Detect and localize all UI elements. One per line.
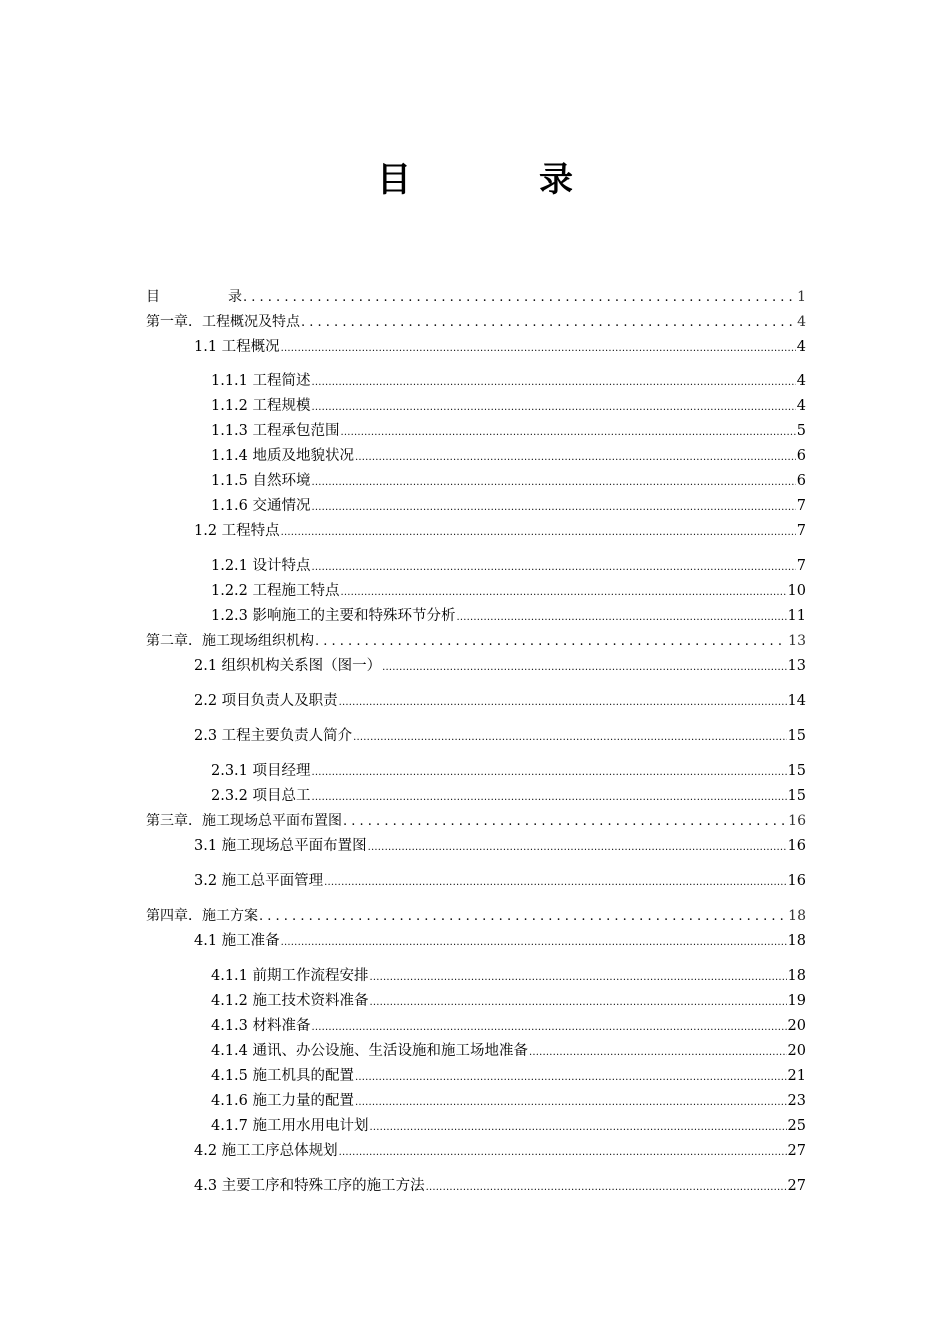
toc-entry[interactable] <box>194 726 806 746</box>
toc-label: 4.1.6 施工力量的配置 <box>211 1093 355 1109</box>
toc-label: 4.1.5 施工机具的配置 <box>211 1068 355 1084</box>
toc-leader <box>301 312 796 332</box>
toc-label: 4.1.4 通讯、办公设施、生活设施和施工场地准备 <box>211 1043 529 1059</box>
toc-leader <box>341 581 787 601</box>
toc-label: 1.1.6 交通情况 <box>211 498 311 514</box>
toc-leader <box>370 1116 787 1136</box>
toc-entry[interactable] <box>194 1141 806 1161</box>
toc-label: 目 录 <box>146 289 242 305</box>
toc-entry[interactable] <box>211 786 806 806</box>
toc-entry-chapter-4[interactable] <box>146 906 806 926</box>
toc-leader <box>312 371 796 391</box>
toc-leader <box>281 337 796 357</box>
toc-leader <box>368 836 787 856</box>
toc-leader <box>312 496 796 516</box>
toc-leader <box>370 991 787 1011</box>
toc-entry[interactable] <box>194 691 806 711</box>
toc-label: 2.1 组织机构关系图（图一） <box>194 658 382 674</box>
toc-entry[interactable] <box>211 1066 806 1086</box>
toc-entry[interactable] <box>194 931 806 951</box>
toc-page-number: 6 <box>796 448 806 464</box>
toc-leader <box>370 966 787 986</box>
toc-leader <box>339 691 787 711</box>
toc-page-number: 4 <box>796 398 806 414</box>
toc-leader <box>353 726 786 746</box>
toc-page-number: 11 <box>787 608 806 624</box>
toc-label: 3.1 施工现场总平面布置图 <box>194 838 367 854</box>
toc-entry[interactable] <box>211 421 806 441</box>
toc-page-number: 19 <box>787 993 806 1009</box>
toc-page-number: 7 <box>796 558 806 574</box>
toc-label: 4.1.2 施工技术资料准备 <box>211 993 369 1009</box>
toc-leader <box>281 521 796 541</box>
toc-entry[interactable] <box>194 521 806 541</box>
toc-page-number: 4 <box>797 314 806 330</box>
toc-label: 1.1.2 工程规模 <box>211 398 311 414</box>
toc-page-number: 18 <box>788 908 806 924</box>
toc-page-number: 6 <box>796 473 806 489</box>
toc-entry[interactable] <box>194 836 806 856</box>
toc-leader <box>426 1176 787 1196</box>
toc-label: 1.2.3 影响施工的主要和特殊环节分析 <box>211 608 456 624</box>
toc-page-number: 14 <box>787 693 806 709</box>
toc-page-number: 5 <box>796 423 806 439</box>
toc-leader <box>355 1091 787 1111</box>
toc-page-number: 21 <box>787 1068 806 1084</box>
toc-entry[interactable] <box>211 1016 806 1036</box>
toc-label: 3.2 施工总平面管理 <box>194 873 324 889</box>
title-char-2: 录 <box>539 160 573 200</box>
toc-label: 1.1.4 地质及地貌状况 <box>211 448 355 464</box>
toc-page-number: 18 <box>787 968 806 984</box>
toc-label: 1.1 工程概况 <box>194 339 280 355</box>
toc-page-number: 23 <box>787 1093 806 1109</box>
toc-page-number: 15 <box>787 763 806 779</box>
toc-page-number: 13 <box>788 633 806 649</box>
toc-label: 2.3.2 项目总工 <box>211 788 311 804</box>
toc-page-number: 25 <box>787 1118 806 1134</box>
toc-label: 1.2 工程特点 <box>194 523 280 539</box>
toc-leader <box>312 761 787 781</box>
toc-entry[interactable] <box>211 606 806 626</box>
toc-entry[interactable] <box>194 337 806 357</box>
toc-leader <box>315 631 787 651</box>
toc-entry[interactable] <box>211 471 806 491</box>
toc-entry[interactable] <box>211 761 806 781</box>
toc-label: 1.1.1 工程简述 <box>211 373 311 389</box>
toc-label: 1.2.2 工程施工特点 <box>211 583 340 599</box>
toc-page-number: 20 <box>787 1043 806 1059</box>
toc-label: 1.2.1 设计特点 <box>211 558 311 574</box>
toc-leader <box>312 1016 787 1036</box>
toc-label: 第二章．施工现场组织机构 <box>146 633 314 649</box>
toc-label: 4.1 施工准备 <box>194 933 280 949</box>
toc-entry[interactable] <box>211 1116 806 1136</box>
toc-label: 第三章．施工现场总平面布置图 <box>146 813 342 829</box>
toc-label: 4.1.3 材料准备 <box>211 1018 311 1034</box>
toc-leader <box>312 786 787 806</box>
toc-label: 4.2 施工工序总体规划 <box>194 1143 338 1159</box>
toc-leader <box>281 931 787 951</box>
toc-label: 4.1.1 前期工作流程安排 <box>211 968 369 984</box>
toc-label: 1.1.3 工程承包范围 <box>211 423 340 439</box>
toc-page-number: 15 <box>787 788 806 804</box>
toc-page-number: 15 <box>787 728 806 744</box>
toc-entry[interactable] <box>211 991 806 1011</box>
title-char-1: 目 <box>377 160 411 200</box>
toc-entry-chapter-2[interactable] <box>146 631 806 651</box>
toc-entry-chapter-1[interactable] <box>146 312 806 332</box>
toc-page-number: 7 <box>796 498 806 514</box>
toc-label: 4.3 主要工序和特殊工序的施工方法 <box>194 1178 425 1194</box>
toc-leader <box>457 606 787 626</box>
toc-leader <box>355 1066 787 1086</box>
toc-page-number: 4 <box>796 339 806 355</box>
toc-leader <box>343 811 787 831</box>
toc-leader <box>355 446 796 466</box>
toc-page-number: 13 <box>787 658 806 674</box>
toc-entry[interactable] <box>211 556 806 576</box>
toc-leader <box>529 1041 787 1061</box>
toc-leader <box>339 1141 787 1161</box>
toc-page-number: 16 <box>787 838 806 854</box>
toc-label: 第一章．工程概况及特点 <box>146 314 300 330</box>
toc-entry[interactable] <box>211 371 806 391</box>
toc-leader <box>312 471 796 491</box>
toc-entry[interactable] <box>211 1091 806 1111</box>
toc-page-number: 27 <box>787 1143 806 1159</box>
toc-leader <box>382 656 786 676</box>
toc-entry[interactable] <box>211 1041 806 1061</box>
toc-entry-contents[interactable] <box>146 287 806 307</box>
toc-page-number: 16 <box>788 813 806 829</box>
toc-entry[interactable] <box>211 396 806 416</box>
toc-leader <box>324 871 786 891</box>
toc-entry[interactable] <box>211 581 806 601</box>
toc-leader <box>312 556 796 576</box>
toc-entry-chapter-3[interactable] <box>146 811 806 831</box>
toc-entry[interactable] <box>211 446 806 466</box>
toc-label: 4.1.7 施工用水用电计划 <box>211 1118 369 1134</box>
toc-page-number: 1 <box>797 289 806 305</box>
toc-page-number: 4 <box>796 373 806 389</box>
toc-leader <box>312 396 796 416</box>
toc-entry[interactable] <box>194 656 806 676</box>
toc-page-number: 7 <box>796 523 806 539</box>
toc-leader <box>341 421 796 441</box>
toc-page-number: 10 <box>787 583 806 599</box>
toc-page-number: 16 <box>787 873 806 889</box>
toc-label: 2.2 项目负责人及职责 <box>194 693 338 709</box>
toc-page-number: 20 <box>787 1018 806 1034</box>
toc-page-number: 18 <box>787 933 806 949</box>
toc-entry[interactable] <box>194 1176 806 1196</box>
toc-page-number: 27 <box>787 1178 806 1194</box>
toc-leader <box>243 287 796 307</box>
toc-label: 2.3 工程主要负责人简介 <box>194 728 353 744</box>
toc-label: 2.3.1 项目经理 <box>211 763 311 779</box>
toc-label: 1.1.5 自然环境 <box>211 473 311 489</box>
page-title <box>0 158 950 202</box>
toc-entry[interactable] <box>211 496 806 516</box>
toc-entry[interactable] <box>211 966 806 986</box>
toc-leader <box>259 906 787 926</box>
toc-label: 第四章．施工方案 <box>146 908 258 924</box>
toc-entry[interactable] <box>194 871 806 891</box>
